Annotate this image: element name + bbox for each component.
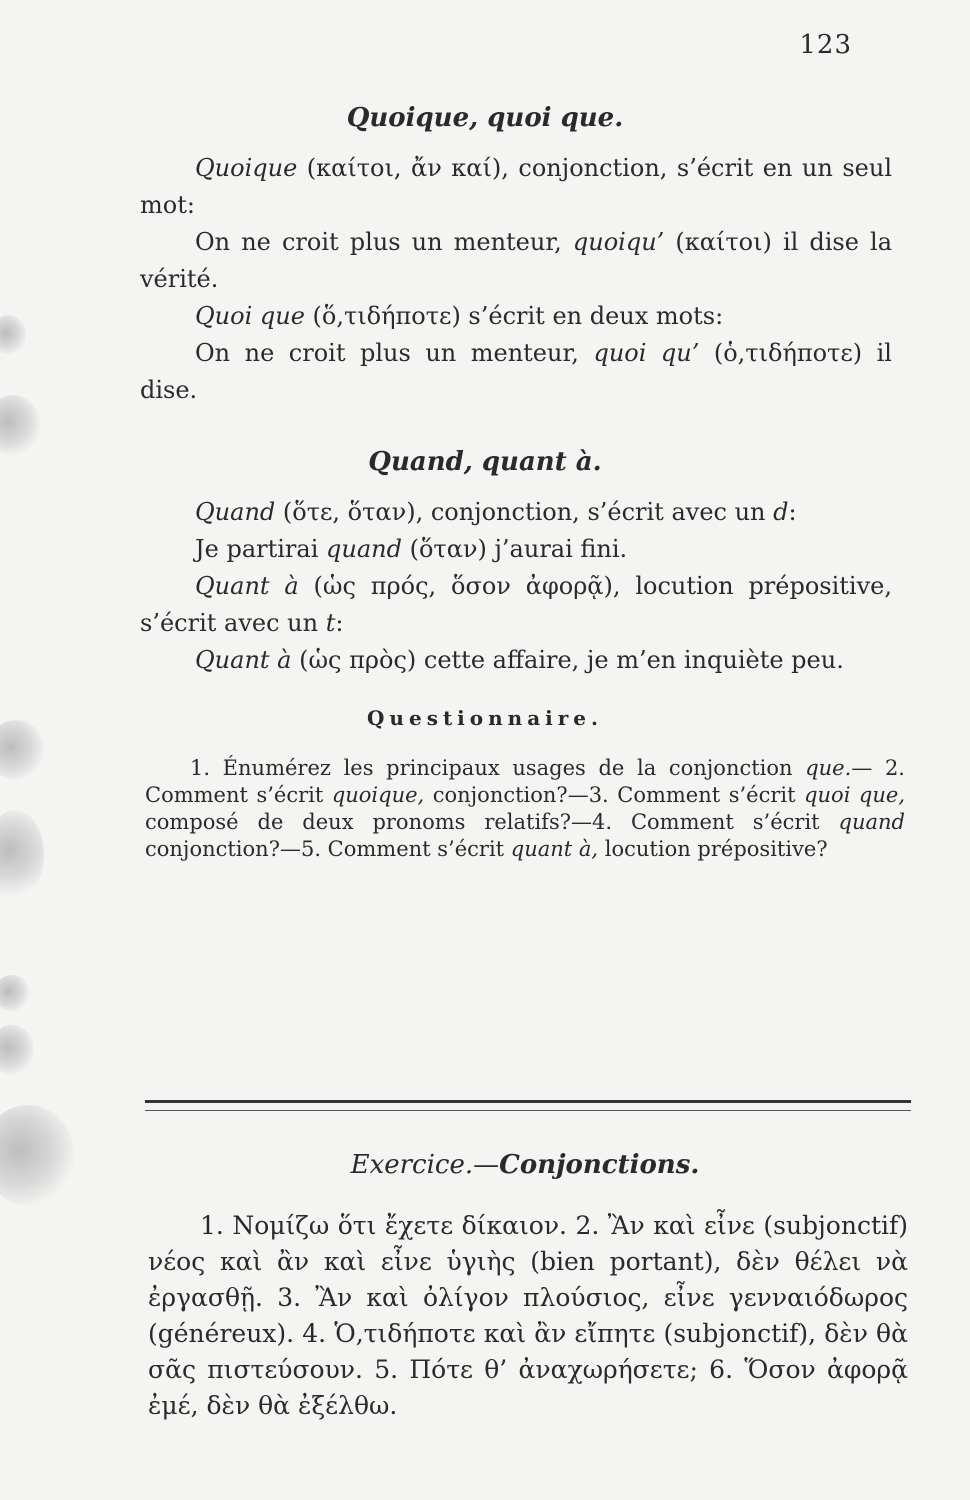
questionnaire-body — [145, 755, 905, 863]
text: (καίτοι) il dise la vérité. — [140, 228, 892, 293]
paragraph — [140, 150, 892, 224]
example — [140, 642, 892, 679]
text: (ὅ,τιδήποτε) s’écrit en deux mots: — [304, 302, 724, 330]
text: conjonction?—5. Comment s’écrit — [145, 837, 511, 861]
paragraph — [140, 568, 892, 642]
margin-blot — [0, 395, 40, 455]
lemma: Quoi que — [195, 302, 305, 330]
questionnaire-title: Questionnaire. — [367, 706, 603, 730]
text: conjonction?—3. Comment s’écrit — [424, 783, 805, 807]
letter: d — [773, 498, 789, 526]
lemma: Quand — [195, 498, 276, 526]
lemma: Quant à — [195, 646, 292, 674]
text: — 2. Comment s’écrit — [145, 756, 905, 807]
text: (ὅτε, ὅταν), conjonction, s’écrit avec un — [275, 498, 774, 526]
margin-blot — [0, 315, 26, 355]
text: On ne croit plus un menteur, — [195, 339, 594, 367]
divider-rule — [145, 1100, 911, 1103]
term: que. — [805, 756, 852, 780]
margin-blot — [0, 810, 44, 900]
section-quand-body — [140, 494, 892, 679]
section-title-quoique: Quoique, quoi que. — [346, 103, 624, 133]
example — [140, 335, 892, 409]
text: composé de deux pronoms relatifs?—4. Comment s’écrit — [145, 810, 839, 834]
section-quoique-body — [140, 150, 892, 409]
exercise-topic: Conjonctions. — [499, 1150, 700, 1180]
margin-blot — [0, 1025, 34, 1075]
text: : — [335, 609, 344, 637]
text: (καίτοι, ἄν καί), conjonction, s’écrit en un seul mot: — [140, 154, 892, 219]
lemma: quoiqu’ — [572, 228, 665, 256]
text: Je partirai — [195, 535, 327, 563]
paragraph — [140, 298, 892, 335]
text: (ὁ,τιδήποτε) il dise. — [140, 339, 892, 404]
lemma: quoi qu’ — [593, 339, 700, 367]
term: quoique, — [331, 783, 425, 807]
questions — [145, 755, 905, 863]
example — [140, 531, 892, 568]
term: quoi que, — [804, 783, 905, 807]
text: locution prépositive? — [598, 837, 828, 861]
text: (ὡς πρός, ὅσον ἀφορᾷ), locution prépositive, s’écrit avec un — [140, 572, 892, 637]
paragraph — [140, 494, 892, 531]
letter: t — [325, 609, 336, 637]
exercise-label: Exercice.— — [350, 1150, 500, 1180]
term: quant à, — [510, 837, 599, 861]
exercise-title — [0, 1150, 970, 1180]
section-title-quand: Quand, quant à. — [368, 447, 602, 477]
exercise-text: 1. Νομίζω ὅτι ἔχετε δίκαιον. 2. Ἂν καὶ εἶνε (subjonctif) νέος καὶ ἂν καὶ εἶνε ὑγιὴς (bien portant), δὲν θέλει νὰ ἐργασθῇ. 3. Ἂν καὶ ὀλίγον πλούσιος, εἶνε γενναιόδωρος (généreux). 4. Ὁ,τιδήποτε καὶ ἂν εἴπητε (subjonctif), δὲν θὰ σᾶς πιστεύσουν. 5. Πότε θ’ ἀναχωρήσετε; 6. Ὅσον ἀφορᾷ ἐμέ, δὲν θὰ ἐξέλθω. — [148, 1211, 908, 1420]
margin-blot — [0, 975, 30, 1011]
lemma: quand — [326, 535, 402, 563]
term: quand — [838, 810, 905, 834]
exercise-body — [148, 1208, 908, 1424]
example — [140, 224, 892, 298]
divider-rule — [145, 1110, 911, 1111]
text: 1. Énumérez les principaux usages de la conjonction — [190, 756, 806, 780]
text: (ὡς πρὸς) cette affaire, je m’en inquiète peu. — [291, 646, 844, 674]
text: (ὅταν) j’aurai fini. — [401, 535, 628, 563]
lemma: Quoique — [195, 154, 298, 182]
text: : — [788, 498, 797, 526]
lemma: Quant à — [195, 572, 299, 600]
text: On ne croit plus un menteur, — [195, 228, 573, 256]
page-number: 123 — [799, 30, 852, 60]
